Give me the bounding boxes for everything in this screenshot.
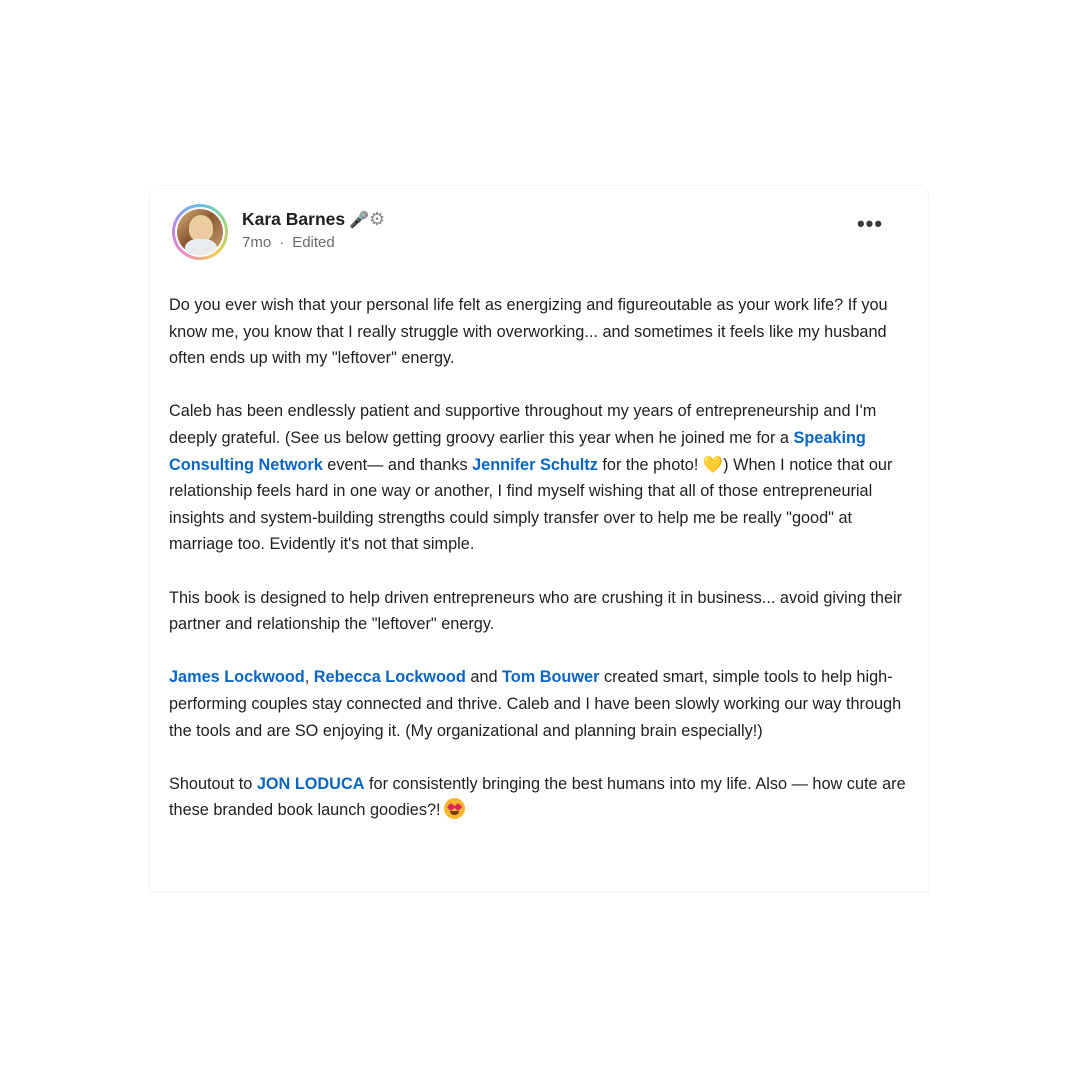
gear-icon: ⚙ bbox=[369, 209, 386, 230]
author-name-row[interactable] bbox=[242, 209, 385, 230]
paragraph-2-text-3: for the photo! bbox=[597, 455, 703, 474]
avatar-shirt bbox=[185, 239, 217, 255]
paragraph-1: Do you ever wish that your personal life felt as energizing and figureoutable as your work life? If you know me, you know that I really struggle with overworking... and sometimes it feels like my husband often ends up with my "leftover" energy. bbox=[169, 296, 888, 368]
paragraph-5-text-1: Shoutout to bbox=[169, 774, 257, 793]
paragraph-4-text-2: and bbox=[465, 668, 503, 687]
paragraph-5-text-2: for consistently bringing the best humans into my life. Also — how cute are these branded book launch goodies?! bbox=[169, 774, 906, 820]
avatar-photo bbox=[177, 209, 223, 255]
author-name[interactable]: Kara Barnes bbox=[242, 209, 346, 229]
heart-eyes-icon bbox=[444, 798, 465, 819]
mention-tom-bouwer[interactable]: Tom Bouwer bbox=[502, 668, 600, 687]
avatar-face bbox=[193, 221, 209, 239]
paragraph-3: This book is designed to help driven entrepreneurs who are crushing it in business... avoid giving their partner and relationship the "leftover" energy. bbox=[169, 588, 903, 634]
paragraph-2-text-4: ) When I notice that our relationship feels hard in one way or another, I find myself wishing that all of those entrepreneurial insights and system-building strengths could simply transfer over to help me be really "good" at marriage too. Evidently it's not that simple. bbox=[169, 455, 893, 554]
paragraph-5 bbox=[169, 771, 914, 824]
microphone-icon: 🎤 bbox=[349, 210, 370, 229]
mention-jon-loduca[interactable]: JON LODUCA bbox=[256, 774, 365, 793]
paragraph-4-text-1: , bbox=[304, 668, 314, 687]
post-card bbox=[150, 186, 928, 892]
edited-label: Edited bbox=[292, 234, 335, 251]
yellow-heart-icon: 💛 bbox=[702, 454, 724, 474]
heart-eyes-mouth bbox=[450, 811, 459, 815]
ellipsis-icon: ••• bbox=[856, 211, 884, 236]
paragraph-2-text-2: event— and thanks bbox=[322, 455, 473, 474]
post-meta bbox=[242, 234, 335, 251]
paragraph-4-text-3: created smart, simple tools to help high-performing couples stay connected and thrive. Caleb and I have been slowly working our way through the tools and are SO enjoying it. (My organizational and planning brain especially!) bbox=[169, 668, 902, 740]
more-options-button[interactable] bbox=[850, 211, 890, 242]
avatar[interactable] bbox=[172, 204, 228, 260]
post-time: 7mo bbox=[242, 234, 272, 251]
mention-rebecca-lockwood[interactable]: Rebecca Lockwood bbox=[313, 668, 466, 687]
mention-speaking-consulting-network[interactable]: Speaking Consulting Network bbox=[169, 428, 866, 474]
mention-james-lockwood[interactable]: James Lockwood bbox=[169, 668, 305, 687]
paragraph-2 bbox=[169, 398, 914, 558]
post-body bbox=[169, 292, 914, 850]
mention-jennifer-schultz[interactable]: Jennifer Schultz bbox=[472, 455, 598, 474]
paragraph-2-text-1: Caleb has been endlessly patient and supportive throughout my years of entrepreneurship and I'm deeply grateful. (See us below getting groovy earlier this year when he joined me for a bbox=[169, 402, 877, 447]
avatar-ring bbox=[175, 207, 225, 257]
paragraph-4 bbox=[169, 664, 914, 744]
meta-separator: · bbox=[279, 234, 285, 251]
